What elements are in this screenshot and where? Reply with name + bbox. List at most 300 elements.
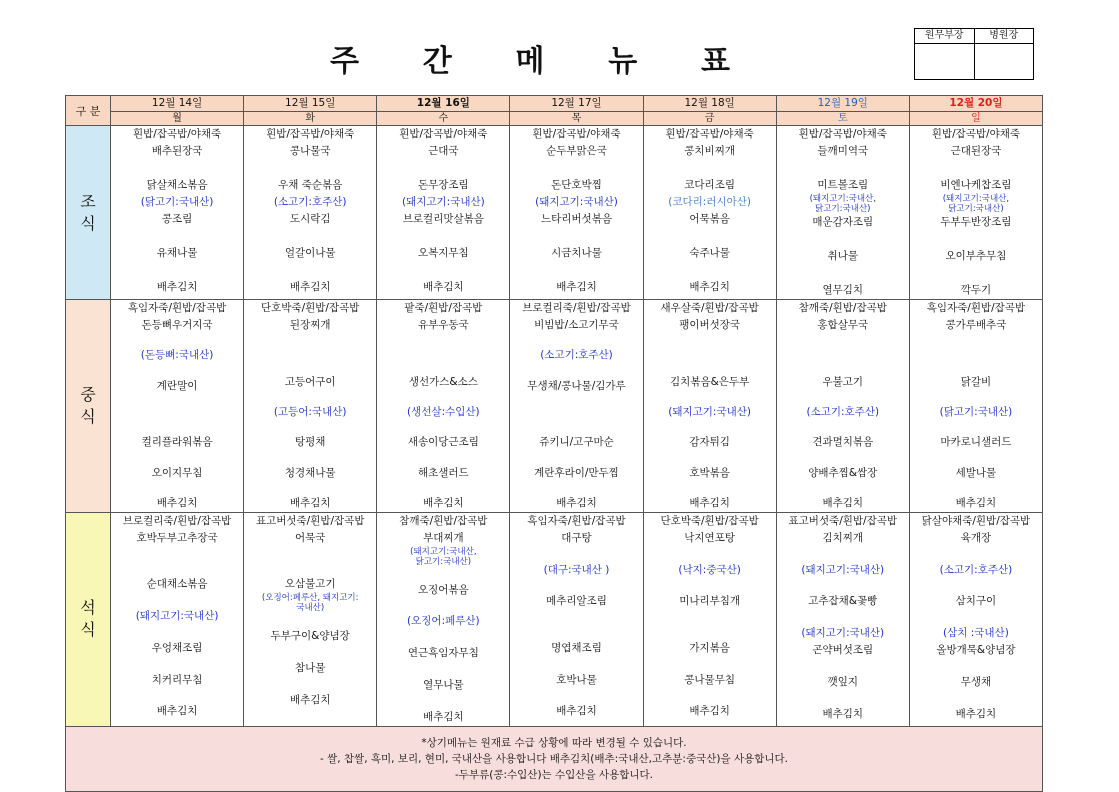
menu-item: 오이부추무침	[945, 250, 1007, 262]
menu-item: 브로컬리죽/흰밥/잡곡밥	[122, 515, 232, 528]
menu-item: 단호박죽/흰밥/잡곡밥	[261, 302, 360, 314]
footer-line: - 쌀, 찹쌀, 흑미, 보리, 현미, 국내산을 사용합니다 배추김치(배추:국내산,고추분:중국산)을 사용합니다.	[319, 752, 789, 765]
menu-item: 돈무장조림	[417, 179, 469, 191]
menu-item: 올방개묵&양념장	[936, 644, 1016, 657]
menu-item: 열무김치	[822, 284, 864, 296]
menu-item: 근대국	[428, 145, 459, 157]
menu-item: 도시락김	[289, 213, 331, 225]
menu-cell	[909, 126, 1042, 300]
menu-gap	[377, 391, 509, 404]
meal-label-char: 중	[80, 385, 96, 405]
menu-item: 흰밥/잡곡밥/야채죽	[266, 128, 355, 140]
menu-gap	[644, 610, 776, 625]
menu-item: 우엉채조림	[151, 641, 203, 654]
menu-gap	[510, 262, 642, 279]
menu-item: 팽이버섯장국	[679, 319, 741, 331]
origin-note: (코다리:러시아산)	[668, 196, 751, 208]
menu-gap	[644, 482, 776, 495]
menu-item: 깻잎지	[827, 675, 858, 688]
menu-item: 새송이당근조림	[407, 436, 479, 449]
menu-item: 우채 죽순볶음	[278, 179, 343, 191]
menu-cell	[377, 513, 510, 726]
menu-gap	[644, 160, 776, 177]
menu-item: 시금치나물	[551, 247, 602, 259]
menu-cell	[909, 300, 1042, 513]
menu-gap	[510, 482, 642, 495]
header-date: 12월 14일	[111, 96, 244, 112]
menu-item: 청경채나물	[284, 466, 336, 479]
menu-gap	[510, 689, 642, 704]
meal-label-char: 조	[80, 191, 96, 211]
origin-note: (소고기:호주산)	[806, 406, 880, 419]
menu-cell	[377, 126, 510, 300]
meal-label-char: 식	[80, 620, 96, 640]
menu-item: 닭살야채죽/흰밥/잡곡밥	[921, 515, 1031, 528]
menu-item: 오이지무침	[151, 466, 203, 479]
menu-gap	[910, 610, 1042, 625]
menu-item: 흰밥/잡곡밥/야채죽	[532, 128, 621, 140]
menu-item: 오삼불고기	[284, 578, 336, 591]
origin-note: (고등어:국내산)	[273, 406, 347, 419]
menu-item: 순두부맑은국	[546, 145, 607, 157]
menu-item: 배추김치	[689, 497, 730, 510]
menu-gap	[111, 482, 243, 495]
origin-note: (돼지고기:국내산)	[801, 563, 885, 576]
menu-gap	[777, 231, 909, 248]
title-char: 메	[515, 44, 545, 79]
approval-sign2	[975, 44, 1034, 80]
menu-gap	[777, 421, 909, 434]
meal-label	[66, 300, 111, 513]
meal-label-char: 석	[80, 598, 96, 618]
menu-cell	[909, 513, 1042, 726]
origin-note: (오징어:페루산)	[407, 615, 480, 628]
menu-item: 콩나물무침	[684, 673, 735, 686]
approval-col2: 병원장	[989, 30, 1019, 41]
menu-item: 흰밥/잡곡밥/야채죽	[665, 128, 754, 140]
menu-item: 배추김치	[156, 705, 198, 718]
menu-gap	[910, 451, 1042, 464]
menu-item: 흑임자죽/흰밥/잡곡밥	[127, 302, 227, 314]
approval-col1: 원무부장	[915, 29, 975, 43]
menu-gap	[244, 347, 376, 360]
menu-item: 김치볶음&은두부	[670, 375, 750, 388]
origin-note: (돼지고기:국내산,	[809, 194, 876, 204]
menu-cell	[776, 513, 909, 726]
title-char: 표	[701, 44, 730, 79]
menu-gap	[377, 662, 509, 677]
menu-gap	[244, 160, 376, 177]
menu-item: 배추김치	[689, 705, 730, 718]
menu-gap	[510, 625, 642, 640]
menu-item: 낙지연포탕	[684, 532, 735, 545]
menu-item: 메추리알조림	[546, 595, 607, 608]
origin-note: (삼치 :국내산)	[943, 627, 1009, 640]
menu-item: 코다리조림	[684, 179, 735, 191]
menu-item: 팥죽/흰밥/잡곡밥	[404, 302, 483, 314]
menu-item: 우불고기	[822, 375, 864, 388]
menu-gap	[644, 421, 776, 434]
menu-gap	[644, 347, 776, 360]
origin-note: (돼지고기:국내산)	[135, 610, 219, 623]
menu-item: 열무나물	[423, 678, 464, 691]
menu-gap	[111, 547, 243, 562]
menu-gap	[244, 562, 376, 577]
menu-item: 배추김치	[822, 707, 864, 720]
menu-item: 새우살죽/흰밥/잡곡밥	[660, 302, 759, 314]
menu-gap	[377, 228, 509, 245]
menu-gap	[111, 657, 243, 672]
origin-note: (돈등뼈:국내산)	[140, 349, 214, 362]
meal-label	[66, 126, 111, 300]
menu-item: 배추김치	[423, 281, 464, 293]
header-date: 12월 19일	[776, 96, 909, 112]
menu-item: 해초샐러드	[417, 466, 469, 479]
header-day: 토	[776, 112, 909, 126]
title-char: 뉴	[608, 44, 638, 79]
menu-item: 배추김치	[289, 693, 331, 706]
menu-gap	[777, 334, 909, 347]
menu-gap	[910, 231, 1042, 248]
menu-gap	[910, 691, 1042, 706]
menu-item: 어묵국	[294, 532, 326, 545]
menu-item: 단호박죽/흰밥/잡곡밥	[660, 515, 759, 528]
menu-item: 무생채	[960, 675, 992, 688]
menu-gap	[910, 659, 1042, 674]
menu-item: 비엔나케찹조림	[940, 179, 1012, 191]
menu-item: 돈등뼈우거지국	[141, 319, 213, 331]
menu-item: 참깨죽/흰밥/잡곡밥	[399, 515, 488, 528]
menu-gap	[111, 334, 243, 347]
menu-item: 부대찌개	[423, 532, 464, 545]
menu-item: 콩조림	[161, 213, 193, 225]
menu-table	[65, 95, 1043, 792]
menu-item: 흰밥/잡곡밥/야채죽	[798, 128, 887, 140]
menu-item: 배추김치	[423, 497, 464, 510]
menu-gap	[910, 579, 1042, 594]
origin-note: (낙지:중국산)	[678, 563, 741, 576]
menu-gap	[111, 364, 243, 377]
menu-cell	[643, 126, 776, 300]
menu-gap	[244, 361, 376, 374]
origin-note: (돼지고기:국내산)	[668, 406, 751, 419]
menu-gap	[777, 265, 909, 282]
header-day: 금	[643, 112, 776, 126]
origin-note: (돼지고기:국내산)	[535, 196, 618, 208]
menu-gap	[510, 547, 642, 562]
header-date: 12월 17일	[510, 96, 643, 112]
menu-item: 배추김치	[289, 497, 331, 510]
menu-item: 돈단호박찜	[551, 179, 602, 191]
menu-gap	[377, 482, 509, 495]
menu-gap	[377, 567, 509, 582]
menu-gap	[510, 364, 642, 377]
menu-item: 탕평채	[294, 436, 326, 449]
origin-note: (대구:국내산 )	[543, 563, 610, 576]
menu-gap	[510, 421, 642, 434]
menu-cell	[377, 300, 510, 513]
menu-gap	[510, 610, 642, 625]
menu-gap	[644, 657, 776, 672]
menu-item: 배추김치	[556, 705, 597, 718]
menu-cell	[111, 126, 244, 300]
menu-item: 배추김치	[289, 281, 331, 293]
header-day: 일	[909, 112, 1042, 126]
menu-gap	[510, 451, 642, 464]
menu-gap	[510, 160, 642, 177]
meal-label-char: 식	[80, 407, 96, 427]
menu-item: 생선가스&소스	[408, 375, 478, 388]
menu-item: 닭살채소볶음	[146, 179, 208, 191]
menu-gap	[644, 228, 776, 245]
menu-item: 표고버섯죽/흰밥/잡곡밥	[255, 515, 365, 528]
menu-gap	[910, 482, 1042, 495]
menu-gap	[510, 408, 642, 421]
menu-item: 배추김치	[156, 497, 198, 510]
menu-item: 무생채/콩나물/김가루	[527, 379, 626, 392]
menu-item: 치커리무침	[151, 673, 203, 686]
menu-gap	[377, 347, 509, 360]
origin-note: (소고기:호주산)	[273, 196, 347, 208]
menu-cell	[510, 300, 643, 513]
menu-gap	[777, 547, 909, 562]
origin-note: (소고기:호주산)	[939, 563, 1013, 576]
menu-gap	[111, 262, 243, 279]
menu-item: 순대채소볶음	[146, 578, 208, 591]
menu-cell	[643, 513, 776, 726]
page-title	[330, 36, 730, 80]
menu-cell	[643, 300, 776, 513]
origin-note: (오징어:페루산, 돼지고기:	[261, 593, 359, 604]
menu-item: 깍두기	[960, 284, 992, 296]
menu-gap	[910, 361, 1042, 374]
menu-item: 된장찌개	[289, 319, 331, 331]
menu-item: 느타리버섯볶음	[540, 213, 612, 225]
menu-item: 미트볼조림	[817, 179, 869, 191]
menu-item: 계란말이	[156, 379, 198, 392]
menu-item: 콩가루배추국	[945, 319, 1007, 331]
origin-note: (돼지고기:국내산)	[401, 196, 485, 208]
menu-gap	[510, 657, 642, 672]
menu-gap	[644, 334, 776, 347]
header-date: 12월 20일	[909, 96, 1042, 112]
menu-gap	[244, 262, 376, 279]
menu-gap	[111, 562, 243, 577]
footer-line: *상기메뉴는 원재료 수급 상황에 따라 변경될 수 있습니다.	[421, 736, 687, 749]
header-day: 목	[510, 112, 643, 126]
menu-item: 쥬키니/고구마순	[539, 436, 614, 449]
menu-item: 배추김치	[822, 497, 864, 510]
menu-item: 마카로니샐러드	[940, 436, 1012, 449]
menu-cell	[111, 513, 244, 726]
menu-cell	[244, 300, 377, 513]
menu-item: 고추잡채&꽃빵	[808, 595, 878, 608]
menu-item: 두부구이&양념장	[270, 630, 350, 643]
menu-cell	[244, 126, 377, 300]
menu-gap	[644, 391, 776, 404]
approval-box	[914, 28, 1034, 80]
menu-item: 연근흑임자무침	[407, 647, 479, 660]
menu-item: 육개장	[960, 532, 992, 545]
menu-gap	[111, 451, 243, 464]
menu-item: 세발나물	[955, 466, 997, 479]
header-day: 수	[377, 112, 510, 126]
menu-gap	[377, 599, 509, 614]
menu-gap	[244, 421, 376, 434]
meal-label	[66, 513, 111, 726]
menu-item: 배추김치	[689, 281, 730, 293]
menu-gap	[910, 265, 1042, 282]
menu-item: 숙주나물	[689, 247, 730, 259]
menu-cell	[510, 126, 643, 300]
origin-note: (돼지고기:국내산)	[801, 627, 885, 640]
menu-item: 흰밥/잡곡밥/야채죽	[399, 128, 488, 140]
title-char: 간	[422, 44, 452, 79]
menu-gap	[510, 579, 642, 594]
menu-item: 매운감자조림	[812, 216, 874, 228]
menu-gap	[777, 659, 909, 674]
menu-item: 근대된장국	[950, 145, 1002, 157]
menu-gap	[777, 451, 909, 464]
menu-item: 얼갈이나물	[284, 247, 336, 259]
menu-item: 김치찌개	[822, 532, 864, 545]
menu-item: 감자튀김	[689, 436, 730, 449]
menu-gap	[644, 547, 776, 562]
menu-item: 브로컬리죽/흰밥/잡곡밥	[522, 302, 631, 314]
menu-gap	[777, 610, 909, 625]
menu-item: 흑임자죽/흰밥/잡곡밥	[527, 515, 626, 528]
approval-sign1	[915, 44, 975, 80]
menu-gap	[244, 547, 376, 562]
menu-gap	[244, 228, 376, 245]
menu-item: 계란후라이/만두찜	[534, 466, 619, 479]
menu-item: 오징어볶음	[417, 583, 469, 596]
menu-gap	[910, 334, 1042, 347]
title-char: 주	[330, 44, 359, 79]
menu-item: 배추김치	[955, 707, 997, 720]
menu-item: 배추김치	[156, 281, 198, 293]
menu-item: 콩나물국	[289, 145, 331, 157]
menu-item: 가지볶음	[689, 641, 730, 654]
menu-item: 유부우동국	[417, 319, 469, 331]
menu-gap	[244, 451, 376, 464]
menu-gap	[244, 391, 376, 404]
menu-gap	[510, 334, 642, 347]
menu-item: 미나리부침개	[679, 595, 741, 608]
menu-gap	[111, 421, 243, 434]
menu-gap	[377, 160, 509, 177]
menu-gap	[777, 391, 909, 404]
menu-item: 호박나물	[556, 673, 597, 686]
menu-gap	[510, 228, 642, 245]
menu-gap	[510, 395, 642, 408]
menu-gap	[377, 694, 509, 709]
menu-gap	[244, 334, 376, 347]
menu-gap	[644, 579, 776, 594]
menu-cell	[111, 300, 244, 513]
menu-gap	[910, 391, 1042, 404]
menu-gap	[244, 677, 376, 692]
menu-gap	[644, 451, 776, 464]
menu-item: 배추김치	[955, 497, 997, 510]
menu-gap	[244, 482, 376, 495]
menu-item: 어묵볶음	[689, 213, 730, 225]
menu-gap	[910, 547, 1042, 562]
menu-gap	[377, 451, 509, 464]
menu-gap	[910, 421, 1042, 434]
menu-item: 배추김치	[556, 497, 597, 510]
menu-gap	[377, 262, 509, 279]
menu-item: 호박볶음	[689, 466, 730, 479]
menu-gap	[377, 334, 509, 347]
menu-cell	[244, 513, 377, 726]
menu-item: 견과멸치볶음	[812, 436, 874, 449]
menu-gap	[111, 395, 243, 408]
origin-note: (닭고기:국내산)	[939, 406, 1013, 419]
header-date: 12월 16일	[377, 96, 510, 112]
menu-item: 삼치구이	[955, 595, 997, 608]
menu-gap	[111, 625, 243, 640]
menu-item: 표고버섯죽/흰밥/잡곡밥	[788, 515, 898, 528]
menu-cell	[776, 300, 909, 513]
menu-item: 들깨미역국	[817, 145, 869, 157]
menu-gap	[244, 645, 376, 660]
menu-gap	[777, 347, 909, 360]
menu-item: 유채나물	[156, 247, 198, 259]
menu-gap	[111, 228, 243, 245]
menu-item: 취나물	[827, 250, 858, 262]
menu-item: 콩치비찌개	[684, 145, 735, 157]
menu-item: 고등어구이	[284, 375, 336, 388]
menu-gap	[910, 160, 1042, 177]
footer-notes	[66, 726, 1043, 791]
menu-item: 브로컬리맛살볶음	[402, 213, 484, 225]
menu-cell	[510, 513, 643, 726]
menu-item: 양배추찜&쌈장	[808, 466, 878, 479]
origin-note: (생선살:수입산)	[407, 406, 480, 419]
header-date: 12월 18일	[643, 96, 776, 112]
header-date: 12월 15일	[244, 96, 377, 112]
menu-item: 배추된장국	[151, 145, 203, 157]
menu-item: 참나물	[294, 661, 326, 674]
menu-gap	[244, 613, 376, 628]
menu-gap	[377, 421, 509, 434]
menu-item: 컬리플라워볶음	[141, 436, 213, 449]
origin-note: 닭고기:국내산)	[415, 557, 472, 568]
menu-gap	[644, 625, 776, 640]
origin-note: 닭고기:국내산)	[815, 204, 871, 214]
menu-gap	[377, 361, 509, 374]
menu-item: 곤약버섯조림	[812, 644, 874, 657]
menu-gap	[777, 691, 909, 706]
origin-note: (돼지고기:국내산,	[410, 547, 477, 558]
menu-item: 배추김치	[556, 281, 597, 293]
menu-gap	[644, 361, 776, 374]
menu-item: 명엽채조림	[551, 641, 602, 654]
header-day: 월	[111, 112, 244, 126]
menu-gap	[377, 630, 509, 645]
menu-item: 호박두부고추장국	[136, 532, 218, 545]
menu-gap	[777, 579, 909, 594]
menu-item: 참깨죽/흰밥/잡곡밥	[798, 302, 887, 314]
menu-item: 오복지무침	[417, 247, 469, 259]
menu-gap	[777, 160, 909, 177]
menu-item: 흰밥/잡곡밥/야채죽	[132, 128, 222, 140]
origin-note: 국내산)	[296, 603, 325, 614]
menu-item: 배추김치	[423, 710, 464, 723]
footer-line: -두부류(콩:수입산)는 수입산을 사용합니다.	[455, 768, 653, 781]
meal-label-char: 식	[80, 213, 96, 233]
